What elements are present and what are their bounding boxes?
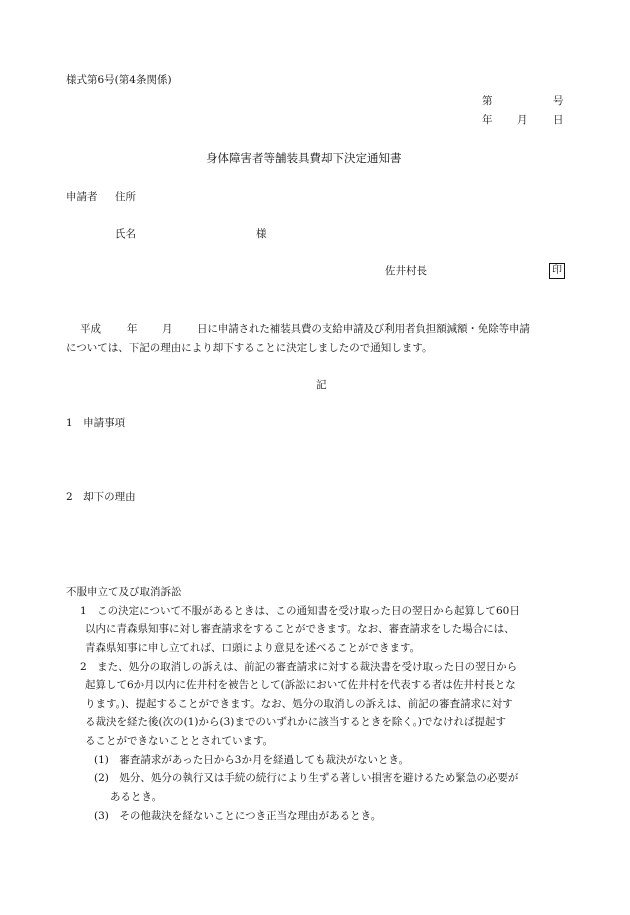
document-title: 身体障害者等舗装具費却下決定通知書 [206,151,402,165]
appeal-p1-line: 青森県知事に申し立てれば、口頭により意見を述べることができます。 [85,642,421,654]
appeal-p2-line: ることができないこととされています。 [85,735,274,747]
body-line-1: 日に申請された補装具費の支給申請及び利用者負担額減額・免除等申請 [197,323,530,335]
body-month: 月 [162,323,173,335]
appeal-p2-line: ります。)、提起することができます。なお、処分の取消しの訴えは、前記の審査請求に対す [85,698,513,710]
body-year: 年 [127,323,138,335]
address-label: 住所 [115,191,136,203]
issuer-name: 佐井村長 [385,265,427,277]
seal-stamp: 印 [549,263,565,279]
date-day-label: 日 [553,114,564,126]
body-line-2: については、下記の理由により却下することに決定しましたので通知します。 [66,342,433,354]
appeal-p1-line: 1 この決定について不服があるときは、この通知書を受け取った日の翌日から起算して60日 [80,605,520,617]
date-month-label: 月 [517,114,528,126]
form-number: 様式第6号(第4条関係) [66,74,172,86]
honorific: 様 [256,228,267,240]
item-2-reason: 2 却下の理由 [66,491,136,503]
body-era: 平成 [80,323,101,335]
appeal-p2-line: る裁決を経た後(次の(1)から(3)までのいずれかに該当するときを除く。)でなければ提起す [85,716,506,728]
ki-label: 記 [316,379,327,391]
name-label: 氏名 [115,228,136,240]
appeal-sub-3: (3) その他裁決を経ないことにつき正当な理由があるとき。 [94,810,382,822]
appeal-sub-2-line: あるとき。 [110,791,163,803]
appeal-sub-1: (1) 審査請求があった日から3か月を経過しても裁決がないとき。 [94,754,410,766]
date-year-label: 年 [482,114,493,126]
appeal-sub-2-line: (2) 処分、処分の執行又は手続の続行により生ずる著しい損害を避けるため緊急の必要が [94,772,519,784]
appeal-p2-line: 2 また、処分の取消しの訴えは、前記の審査請求に対する裁決書を受け取った日の翌日から [80,661,518,673]
appeal-p1-line: 以内に青森県知事に対し審査請求をすることができます。なお、審査請求をした場合には、 [85,623,515,635]
doc-number-prefix: 第 [482,95,493,107]
item-1-application: 1 申請事項 [66,417,126,429]
doc-number-suffix: 号 [553,95,564,107]
appeal-heading: 不服申立て及び取消訴訟 [66,586,182,598]
appeal-p2-line: 起算して6か月以内に佐井村を被告として(訴訟において佐井村を代表する者は佐井村長とな [85,679,516,691]
applicant-label: 申請者 [66,191,98,203]
